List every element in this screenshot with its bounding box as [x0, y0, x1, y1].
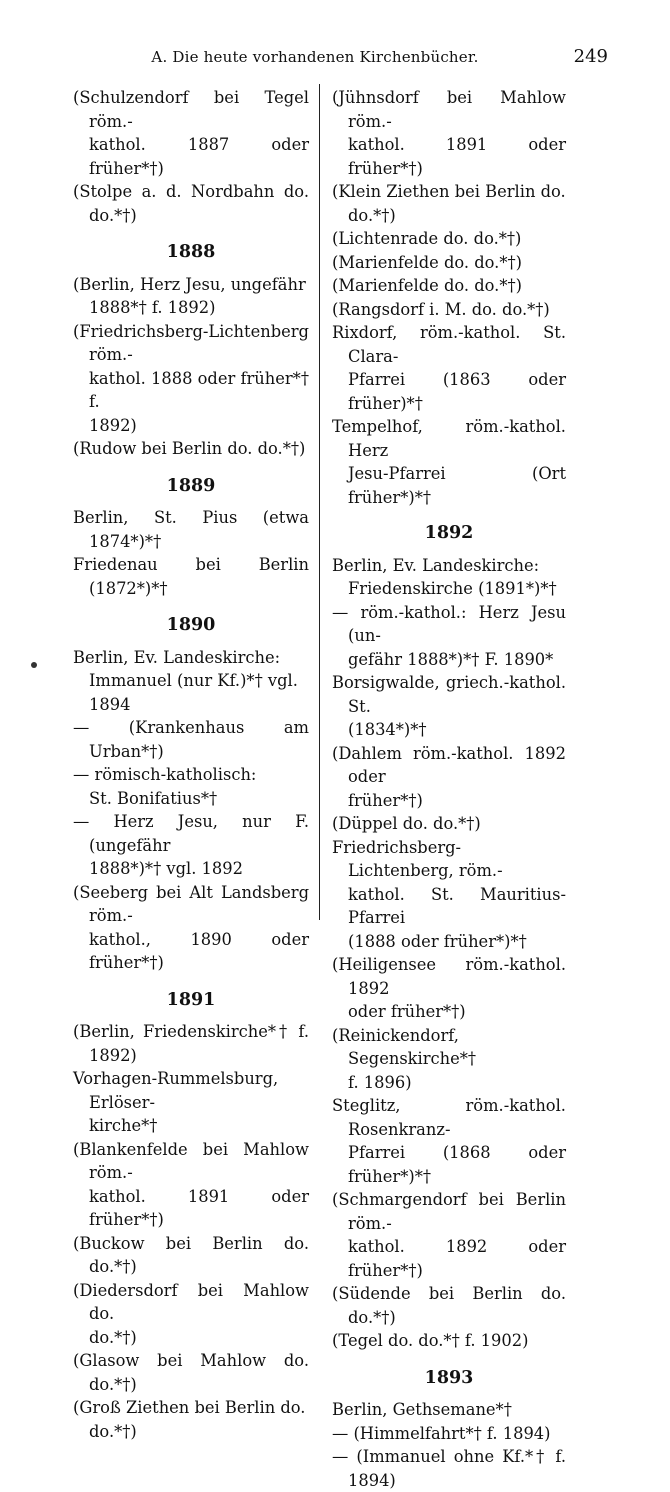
entry: (Berlin, Friedenskirche*† f. 1892) — [73, 1022, 309, 1065]
entry: — röm.-kathol.: Herz Jesu (un- gefähr 1888*)*† F. 1890* — [332, 602, 566, 669]
entry: (Jühnsdorf bei Mahlow röm.- kathol. 1891 oder früher*†) — [332, 88, 566, 178]
entry: (Berlin, Herz Jesu, ungefähr 1888*† f. 1892) — [73, 274, 306, 317]
entry: (Marienfelde do. do.*†) — [332, 252, 522, 272]
entry: (Buckow bei Berlin do. do.*†) — [73, 1233, 309, 1276]
entry: (Groß Ziethen bei Berlin do. do.*†) — [73, 1398, 306, 1441]
entry: Vorhagen-Rummelsburg, Erlöser- kirche*† — [73, 1069, 279, 1135]
entry: (Rudow bei Berlin do. do.*†) — [73, 439, 306, 458]
entry: Borsigwalde, griech.-kathol. St. (1834*)*† — [332, 673, 566, 739]
entry: — (Himmelfahrt*† f. 1894) — [332, 1423, 551, 1443]
entry: (Düppel do. do.*†) — [332, 814, 481, 833]
entry: (Heiligensee röm.-kathol. 1892 oder früher*†) — [332, 955, 566, 1021]
year-heading-1893: 1893 — [424, 1367, 474, 1388]
entry: Steglitz, röm.-kathol. Rosenkranz- Pfarrei (1868 oder früher*)*† — [332, 1096, 566, 1186]
entry: (Südende bei Berlin do. do.*†) — [332, 1284, 566, 1327]
entry: (Reinickendorf, Segenskirche*† f. 1896) — [332, 1025, 477, 1092]
entry: (Dahlem röm.-kathol. 1892 oder früher*†) — [332, 743, 566, 810]
entry: (Tegel do. do.*† f. 1902) — [332, 1331, 529, 1350]
entry: (Blankenfelde bei Mahlow röm.- kathol. 1891 oder früher*†) — [73, 1139, 309, 1229]
year-heading-1889: 1889 — [166, 475, 216, 496]
year-heading-1890: 1890 — [166, 615, 216, 635]
entry: (Friedrichsberg-Lichtenberg röm.- kathol. 1888 oder früher*† f. 1892) — [73, 321, 309, 435]
entry: (Seeberg bei Alt Landsberg röm.- kathol., 1890 oder früher*†) — [73, 882, 309, 972]
margin-mark — [31, 662, 37, 668]
entry: Tempelhof, röm.-kathol. Herz Jesu-Pfarrei (Ort früher*)*† — [332, 417, 566, 507]
left-column — [73, 86, 309, 1443]
entry: — (Immanuel ohne Kf.*† f. 1894) — [332, 1447, 566, 1490]
page-number: 249 — [573, 46, 608, 67]
entry: (Marienfelde do. do.*†) — [332, 276, 522, 295]
entry: Friedenau bei Berlin (1872*)*† — [73, 555, 309, 598]
entry: Berlin, Ev. Landeskirche: Friedenskirche (1891*)*† — [332, 555, 557, 598]
entry: (Stolpe a. d. Nordbahn do. do.*†) — [73, 182, 309, 225]
right-column — [332, 86, 566, 1492]
entry: — (Krankenhaus am Urban*†) — [73, 718, 309, 761]
running-head: A. Die heute vorhandenen Kirchenbücher. — [151, 48, 479, 66]
entry: Berlin, St. Pius (etwa 1874*)*† — [73, 508, 309, 551]
entry: — Herz Jesu, nur F. (ungefähr 1888*)*† vgl. 1892 — [73, 812, 309, 878]
year-heading-1891: 1891 — [166, 989, 216, 1010]
entry: (Diedersdorf bei Mahlow do. do.*†) — [73, 1280, 309, 1347]
entry: (Glasow bei Mahlow do. do.*†) — [73, 1351, 309, 1394]
entry: (Schulzendorf bei Tegel röm.- kathol. 1887 oder früher*†) — [73, 88, 309, 178]
year-heading-1892: 1892 — [424, 523, 474, 543]
entry: Berlin, Ev. Landeskirche: Immanuel (nur Kf.)*† vgl. 1894 — [73, 647, 298, 714]
entry: (Lichtenrade do. do.*†) — [332, 229, 522, 248]
column-divider — [319, 84, 320, 920]
entry: Berlin, Gethsemane*† — [332, 1400, 512, 1419]
entry: Friedrichsberg-Lichtenberg, röm.- kathol. St. Mauritius-Pfarrei (1888 oder früher*)*† — [332, 837, 566, 951]
entry: (Rangsdorf i. M. do. do.*†) — [332, 299, 550, 319]
entry: Rixdorf, röm.-kathol. St. Clara- Pfarrei (1863 oder früher)*† — [332, 323, 566, 413]
year-heading-1888: 1888 — [166, 242, 216, 262]
entry: (Schmargendorf bei Berlin röm.- kathol. 1892 oder früher*†) — [332, 1190, 566, 1280]
entry: (Klein Ziethen bei Berlin do. do.*†) — [332, 182, 566, 225]
entry: — römisch-katholisch: St. Bonifatius*† — [73, 765, 257, 808]
